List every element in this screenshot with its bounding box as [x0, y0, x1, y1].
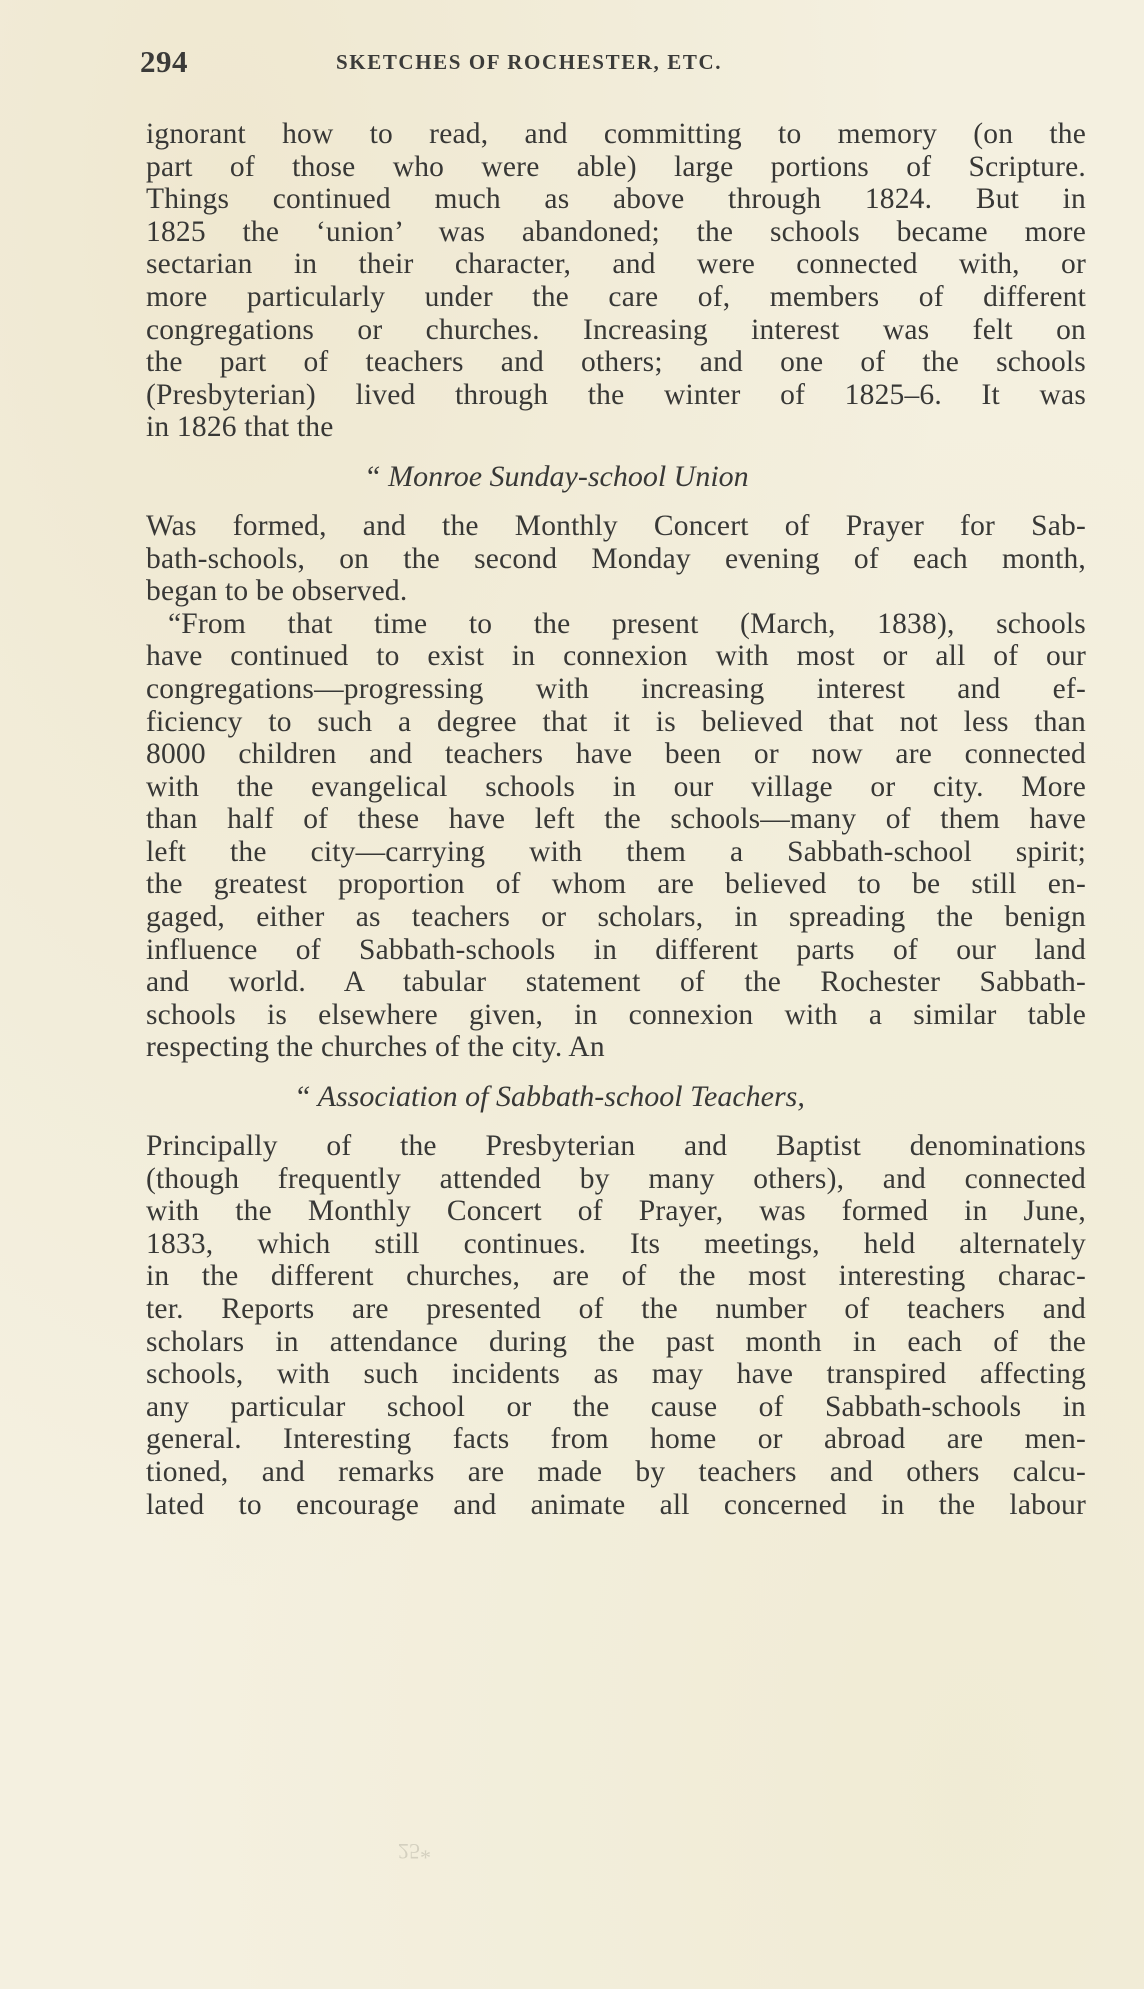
text-line: bath-schools, on the second Monday evening of each month,	[146, 542, 1086, 575]
text-line: gaged, either as teachers or scholars, in spreading the benign	[146, 901, 1086, 934]
text-line: the part of teachers and others; and one of the schools	[146, 346, 1086, 379]
text-line: respecting the churches of the city. An	[146, 1031, 605, 1064]
paragraph-2	[146, 510, 1086, 608]
text-line: than half of these have left the schools—many of them have	[146, 803, 1086, 836]
text-line: left the city—carrying with them a Sabbath-school spirit;	[146, 835, 1086, 868]
text-line: ficiency to such a degree that it is believed that not less than	[146, 705, 1086, 738]
text-line: general. Interesting facts from home or abroad are men-	[146, 1423, 1086, 1456]
text-line: schools is elsewhere given, in connexion with a similar table	[146, 998, 1086, 1031]
text-line: Principally of the Presbyterian and Baptist denominations	[146, 1130, 1086, 1163]
section-heading-teachers-association: “ Association of Sabbath-school Teachers,	[294, 1080, 805, 1114]
show-through-signature-mark: 25*	[398, 1839, 431, 1864]
text-line: and world. A tabular statement of the Rochester Sabbath-	[146, 966, 1086, 999]
text-line: part of those who were able) large portions of Scripture.	[146, 150, 1086, 183]
text-line: Was formed, and the Monthly Concert of Prayer for Sab-	[146, 509, 1086, 542]
running-head: SKETCHES OF ROCHESTER, ETC.	[336, 50, 723, 74]
paragraph-3	[146, 608, 1086, 1064]
text-line: ter. Reports are presented of the number of teachers and	[146, 1293, 1086, 1325]
text-line: tioned, and remarks are made by teachers and others calcu-	[146, 1455, 1086, 1488]
text-line: (though frequently attended by many others), and connected	[146, 1162, 1086, 1195]
text-line: “From that time to the present (March, 1838), schools	[168, 607, 1086, 640]
text-line: sectarian in their character, and were connected with, or	[146, 248, 1086, 281]
paragraph-1	[146, 118, 1086, 444]
text-line: influence of Sabbath-schools in different parts of our land	[146, 933, 1086, 966]
text-line: schools, with such incidents as may have transpired affecting	[146, 1358, 1086, 1391]
page-number: 294	[140, 44, 188, 79]
text-line: 1833, which still continues. Its meetings, held alternately	[146, 1227, 1086, 1260]
text-line: with the evangelical schools in our village or city. More	[146, 770, 1086, 803]
text-line: 1825 the ‘union’ was abandoned; the schools became more	[146, 215, 1086, 248]
text-line: more particularly under the care of, members of different	[146, 280, 1086, 313]
text-line: began to be observed.	[146, 575, 408, 608]
text-line: (Presbyterian) lived through the winter of 1825–6. It was	[146, 378, 1086, 411]
text-line: in 1826 that the	[146, 411, 334, 444]
paragraph-4	[146, 1130, 1086, 1521]
text-line: ignorant how to read, and committing to memory (on the	[146, 118, 1086, 150]
text-line: any particular school or the cause of Sabbath-schools in	[146, 1390, 1086, 1423]
text-line: have continued to exist in connexion with most or all of our	[146, 640, 1086, 673]
text-line: lated to encourage and animate all concerned in the labour	[146, 1488, 1086, 1521]
text-line: with the Monthly Concert of Prayer, was formed in June,	[146, 1195, 1086, 1228]
text-line: scholars in attendance during the past month in each of the	[146, 1325, 1086, 1358]
body-text	[146, 118, 1086, 1521]
text-line: congregations or churches. Increasing interest was felt on	[146, 313, 1086, 346]
text-line: in the different churches, are of the most interesting charac-	[146, 1260, 1086, 1293]
section-heading-monroe-union: “ Monroe Sunday-school Union	[364, 459, 749, 493]
text-line: Things continued much as above through 1824. But in	[146, 183, 1086, 216]
page-header	[140, 44, 1090, 84]
text-line: congregations—progressing with increasing interest and ef-	[146, 672, 1086, 705]
text-line: 8000 children and teachers have been or now are connected	[146, 738, 1086, 771]
text-line: the greatest proportion of whom are believed to be still en-	[146, 868, 1086, 901]
